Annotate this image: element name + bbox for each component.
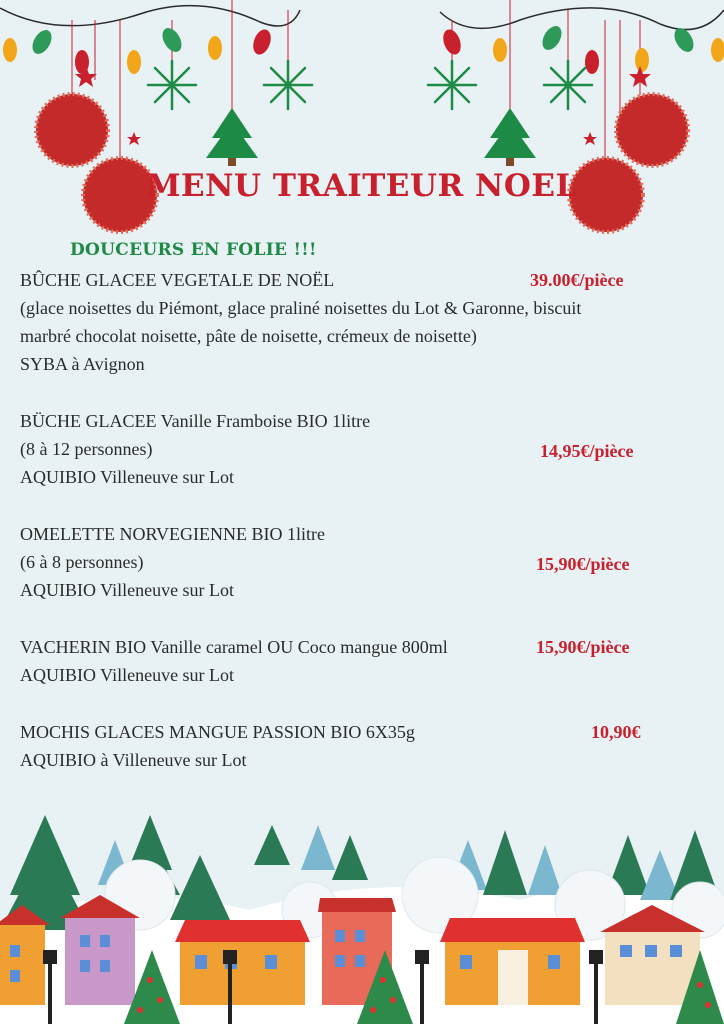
item-servings: (8 à 12 personnes) [20,439,153,459]
winter-village-illustration [0,800,724,1024]
item-price: 15,90€/pièce [536,637,630,657]
section-title: DOUCEURS EN FOLIE !!! [70,240,317,260]
item-description: marbré chocolat noisette, pâte de noisette, crémeux de noisette) [20,326,477,346]
snowflake-icon [148,61,592,109]
item-name: OMELETTE NORVEGIENNE BIO 1litre [20,524,325,544]
item-supplier: AQUIBIO Villeneuve sur Lot [20,665,235,685]
item-name: VACHERIN BIO Vanille caramel OU Coco mangue 800ml [20,637,448,657]
item-description: (glace noisettes du Piémont, glace praliné noisettes du Lot & Garonne, biscuit [20,298,582,318]
light-bulb-icon [3,23,724,74]
string-lights-decoration [0,0,724,240]
star-icon [75,66,651,145]
item-price: 15,90€/pièce [536,554,630,574]
item-supplier: SYBA à Avignon [20,354,145,374]
item-supplier: AQUIBIO Villeneuve sur Lot [20,467,235,487]
item-price: 10,90€ [591,722,641,742]
item-name: BÛCHE GLACEE VEGETALE DE NOËL [20,270,335,290]
item-price: 14,95€/pièce [540,441,634,461]
item-name: BÜCHE GLACEE Vanille Framboise BIO 1litre [20,411,371,431]
bauble-icon [36,94,688,232]
item-supplier: AQUIBIO Villeneuve sur Lot [20,580,235,600]
item-name: MOCHIS GLACES MANGUE PASSION BIO 6X35g [20,722,415,742]
item-supplier: AQUIBIO à Villeneuve sur Lot [20,750,247,770]
menu-title: MENU TRAITEUR NOEL [146,168,578,204]
item-servings: (6 à 8 personnes) [20,552,144,572]
christmas-tree-icon [206,108,536,158]
item-price: 39.00€/pièce [530,270,624,290]
